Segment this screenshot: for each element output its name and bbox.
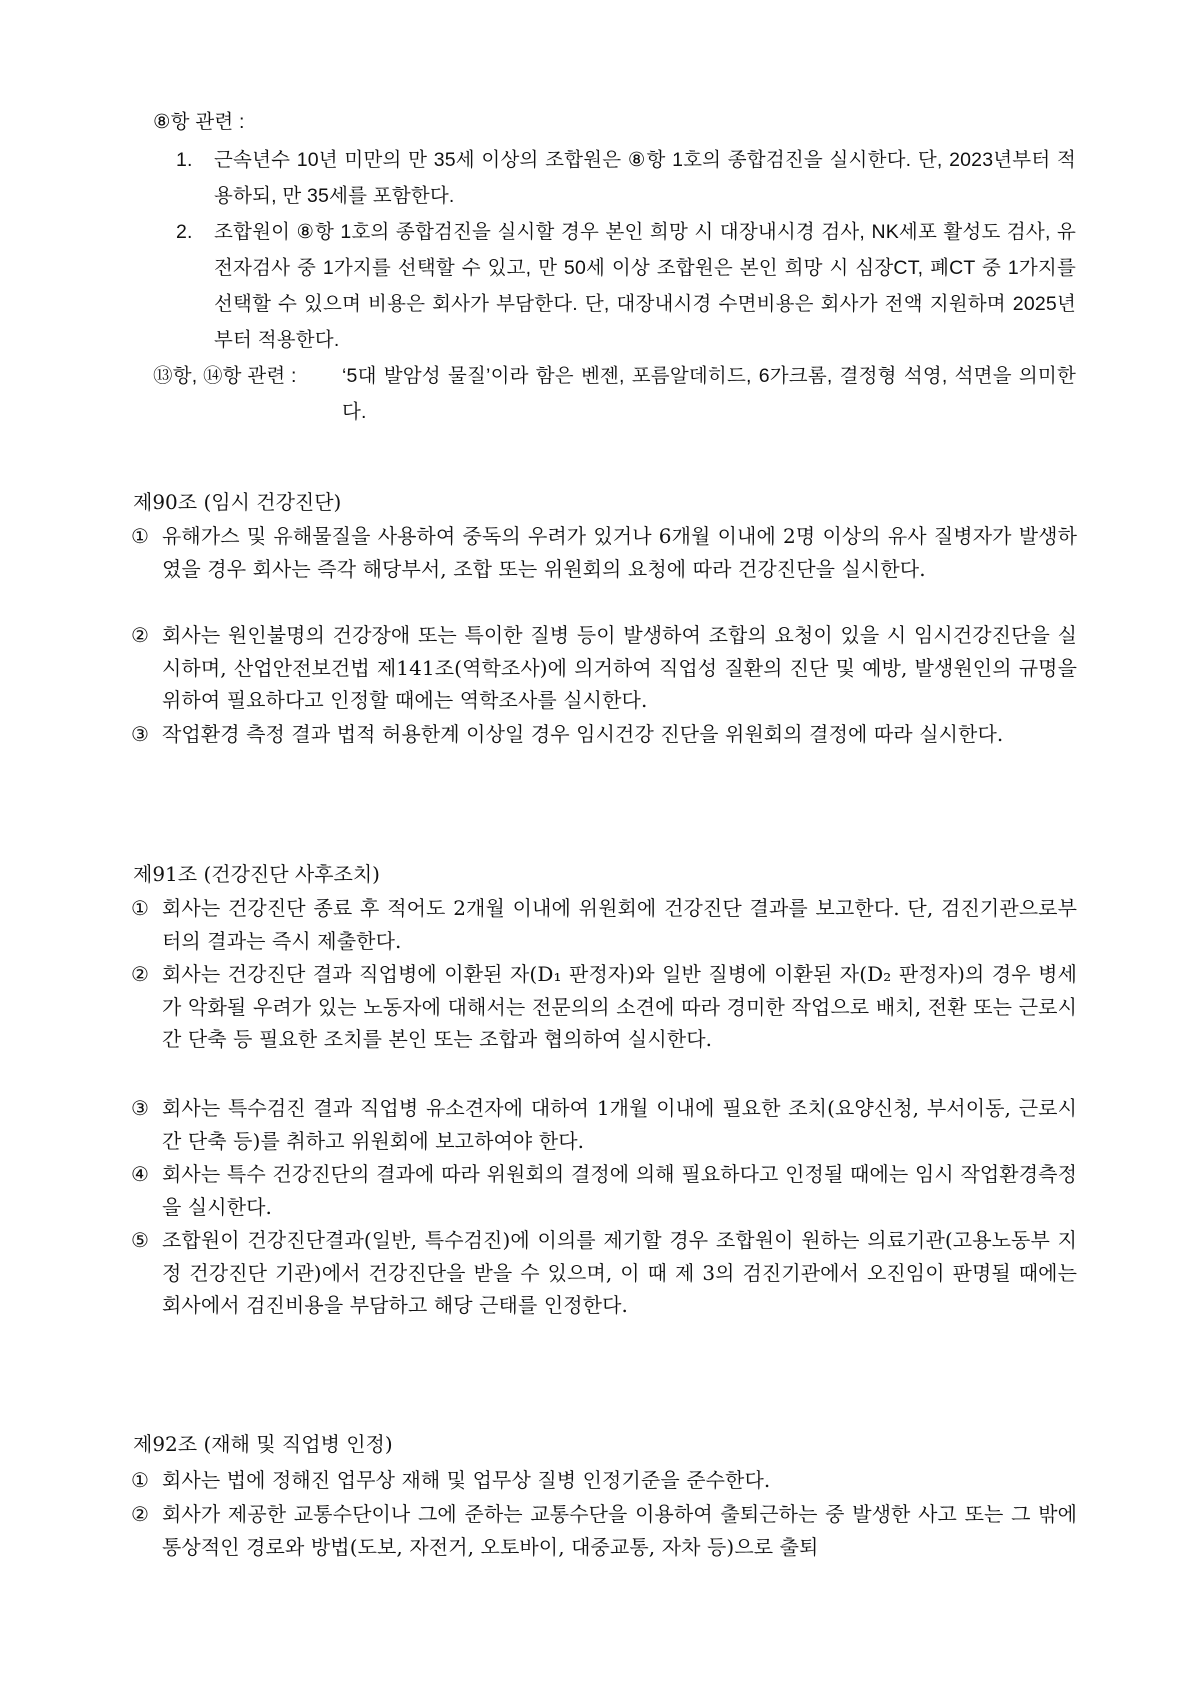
note-13-14-label: ⑬항, ⑭항 관련 : [153, 365, 297, 387]
article-92-title: 제92조 (재해 및 직업병 인정) [133, 1432, 393, 1456]
clause-text: 회사는 건강진단 결과 직업병에 이환된 자(D₁ 판정자)와 일반 질병에 이환된 자(D₂ 판정자)의 경우 병세가 악화될 우려가 있는 노동자에 대해서는 전문의의 소견에 따라 경미한 작업으로 배치, 전환 또는 근로시간 단축 등 필요한 조치를 본인 또는 조합과 협의하여 실시한다. [162, 962, 1077, 1051]
article-91-clause-2 [131, 958, 1077, 1056]
note-13-14 [153, 358, 1076, 430]
article-92-clause-2 [131, 1498, 1077, 1563]
clause-text: 회사는 건강진단 종료 후 적어도 2개월 이내에 위원회에 건강진단 결과를 보고한다. 단, 검진기관으로부터의 결과는 즉시 제출한다. [162, 896, 1077, 953]
clause-text: 작업환경 측정 결과 법적 허용한계 이상일 경우 임시건강 진단을 위원회의 결정에 따라 실시한다. [162, 722, 1004, 746]
note-8-item-1-number: 1. [176, 149, 193, 171]
clause-number: ② [131, 962, 150, 986]
article-90-title: 제90조 (임시 건강진단) [133, 490, 342, 514]
article-91-title: 제91조 (건강진단 사후조치) [133, 862, 380, 886]
article-91-clause-3 [131, 1092, 1077, 1157]
article-91-clause-1 [131, 892, 1077, 957]
note-8-item-2-text: 조합원이 ⑧항 1호의 종합검진을 실시할 경우 본인 희망 시 대장내시경 검사, NK세포 활성도 검사, 유전자검사 중 1가지를 선택할 수 있고, 만 50세 이상 조합원은 본인 희망 시 심장CT, 폐CT 중 1가지를 선택할 수 있으며 비용은 회사가 부담한다. 단, 대장내시경 수면비용은 회사가 전액 지원하며 2025년부터 적용한다. [214, 221, 1076, 351]
note-13-14-text: ‘5대 발암성 물질’이라 함은 벤젠, 포름알데히드, 6가크롬, 결정형 석영, 석면을 의미한다. [342, 365, 1076, 423]
article-90-clause-1 [131, 520, 1077, 585]
note-8-item-2 [176, 214, 1076, 358]
clause-text: 회사는 특수 건강진단의 결과에 따라 위원회의 결정에 의해 필요하다고 인정될 때에는 임시 작업환경측정을 실시한다. [162, 1162, 1077, 1219]
clause-number: ④ [131, 1162, 150, 1186]
article-90-clause-2 [131, 619, 1077, 717]
clause-number: ① [131, 896, 150, 920]
clause-number: ② [131, 623, 150, 647]
note-8-item-1 [176, 142, 1076, 214]
article-91-clause-5 [131, 1224, 1077, 1322]
article-90-clause-3 [131, 718, 1077, 751]
clause-text: 회사가 제공한 교통수단이나 그에 준하는 교통수단을 이용하여 출퇴근하는 중 발생한 사고 또는 그 밖에 통상적인 경로와 방법(도보, 자전거, 오토바이, 대중교통, 자차 등)으로 출퇴 [162, 1502, 1077, 1559]
clause-number: ③ [131, 722, 150, 746]
article-91-clause-4 [131, 1158, 1077, 1223]
clause-number: ⑤ [131, 1228, 150, 1252]
article-92-clause-1 [131, 1464, 1077, 1497]
clause-text: 회사는 법에 정해진 업무상 재해 및 업무상 질병 인정기준을 준수한다. [162, 1468, 771, 1492]
clause-text: 유해가스 및 유해물질을 사용하여 중독의 우려가 있거나 6개월 이내에 2명 이상의 유사 질병자가 발생하였을 경우 회사는 즉각 해당부서, 조합 또는 위원회의 요청에 따라 건강진단을 실시한다. [162, 524, 1077, 581]
clause-text: 회사는 원인불명의 건강장애 또는 특이한 질병 등이 발생하여 조합의 요청이 있을 시 임시건강진단을 실시하며, 산업안전보건법 제141조(역학조사)에 의거하여 직업성 질환의 진단 및 예방, 발생원인의 규명을 위하여 필요하다고 인정할 때에는 역학조사를 실시한다. [162, 623, 1077, 712]
note-8-item-1-text: 근속년수 10년 미만의 만 35세 이상의 조합원은 ⑧항 1호의 종합검진을 실시한다. 단, 2023년부터 적용하되, 만 35세를 포함한다. [214, 149, 1076, 207]
clause-number: ③ [131, 1096, 150, 1120]
clause-number: ① [131, 524, 150, 548]
clause-text: 회사는 특수검진 결과 직업병 유소견자에 대하여 1개월 이내에 필요한 조치(요양신청, 부서이동, 근로시간 단축 등)를 취하고 위원회에 보고하여야 한다. [162, 1096, 1077, 1153]
clause-number: ① [131, 1468, 150, 1492]
note-8-label: ⑧항 관련 : [153, 111, 245, 133]
clause-number: ② [131, 1502, 150, 1526]
clause-text: 조합원이 건강진단결과(일반, 특수검진)에 이의를 제기할 경우 조합원이 원하는 의료기관(고용노동부 지정 건강진단 기관)에서 건강진단을 받을 수 있으며, 이 때 제 3의 검진기관에서 오진임이 판명될 때에는 회사에서 검진비용을 부담하고 해당 근태를 인정한다. [162, 1228, 1077, 1317]
note-8-item-2-number: 2. [176, 221, 193, 243]
